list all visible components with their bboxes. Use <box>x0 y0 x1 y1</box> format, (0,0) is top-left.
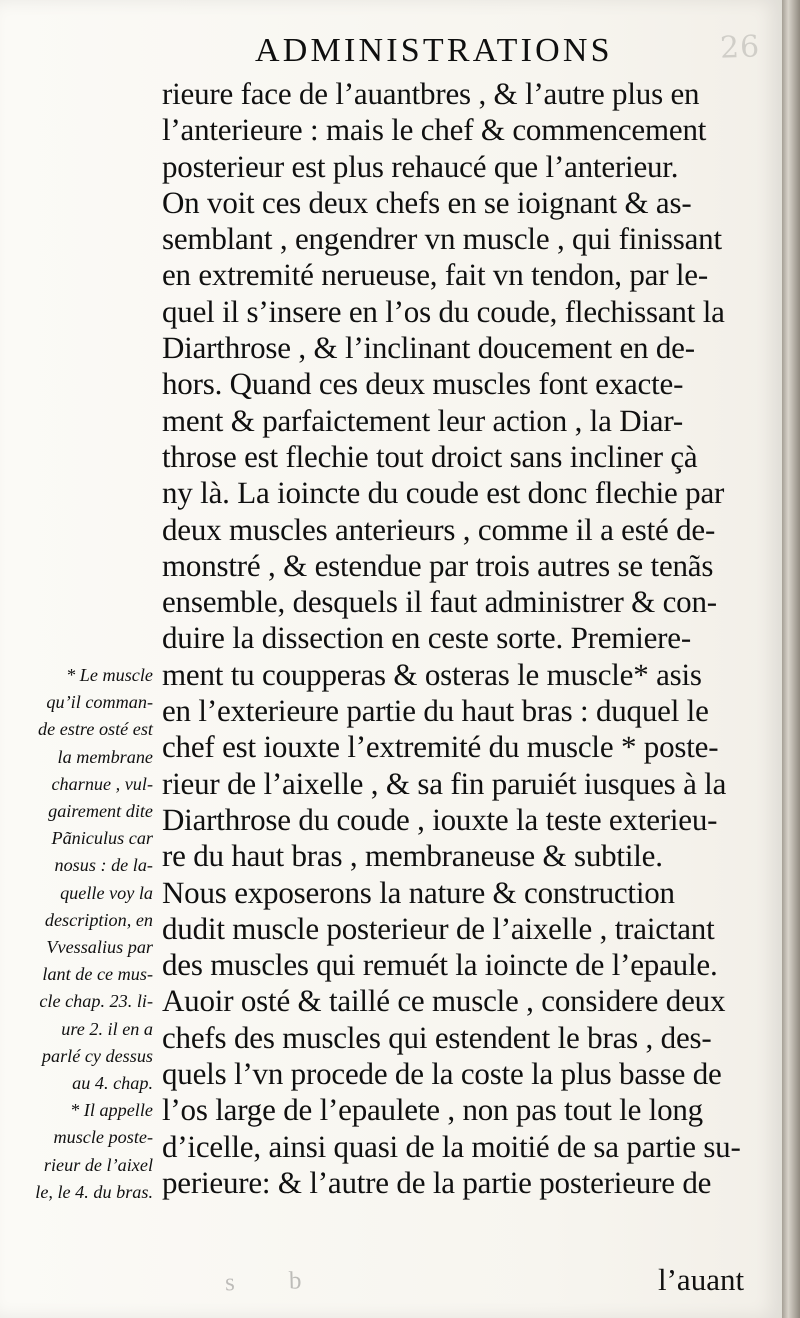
margin-note-line: charnue , vul- <box>51 773 153 794</box>
main-text-line: perieure: & l’autre de la partie posterieure de <box>162 1164 712 1200</box>
margin-note-line: Pãniculus car <box>51 828 153 849</box>
margin-note-line: * Il appelle <box>70 1100 153 1121</box>
main-text-line: Nous exposerons la nature & construction <box>162 874 675 910</box>
margin-note-line: lant de ce mus- <box>42 964 153 985</box>
main-text-line: rieur de l’aixelle , & sa fin paruiét iusques à la <box>162 765 727 801</box>
faded-signature-mark: s b <box>224 1266 326 1297</box>
margin-note-line: qu’il comman- <box>46 692 153 713</box>
margin-note-line: gairement dite <box>48 801 153 822</box>
main-text-line: Diarthrose , & l’inclinant doucement en de- <box>162 330 695 366</box>
main-text-line: des muscles qui remuét la ioincte de l’epaule. <box>162 947 718 983</box>
margin-note-line: de estre osté est <box>38 719 153 740</box>
margin-note-line: Vvessalius par <box>46 937 153 958</box>
main-text-line: ny là. La ioincte du coude est donc flechie par <box>162 475 725 511</box>
margin-note-line: la membrane <box>57 746 153 767</box>
main-text-line: en extremité nerueuse, fait vn tendon, par le- <box>162 257 708 293</box>
margin-note-line: description, en <box>44 909 153 930</box>
margin-note-line: nosus : de la- <box>54 855 153 876</box>
main-text-line: On voit ces deux chefs en se ioignant & as- <box>162 184 692 220</box>
main-text-line: throse est flechie tout droict sans incliner çà <box>162 438 698 474</box>
main-text-line: Diarthrose du coude , iouxte la teste exterieu- <box>162 801 718 837</box>
main-text-line: ment tu coupperas & osteras le muscle* asis <box>162 656 702 692</box>
main-text-line: d’icelle, ainsi quasi de la moitié de sa partie su- <box>162 1128 741 1164</box>
margin-note-line: ure 2. il en a <box>61 1018 153 1039</box>
main-text-line: duire la dissection en ceste sorte. Premiere- <box>162 620 691 656</box>
margin-note-line: au 4. chap. <box>72 1073 153 1094</box>
catchword: l’auant <box>658 1262 745 1297</box>
main-text-line: dudit muscle posterieur de l’aixelle , traictant <box>162 910 715 946</box>
main-text-line: re du haut bras , membraneuse & subtile. <box>162 838 663 874</box>
main-text-block <box>162 76 782 1201</box>
book-spine-shadow <box>782 0 800 1318</box>
main-text-line: quels l’vn procede de la coste la plus basse de <box>162 1056 722 1092</box>
margin-note-line: quelle voy la <box>60 882 153 903</box>
main-text-line: monstré , & estendue par trois autres se tenãs <box>162 547 714 583</box>
margin-note-line: cle chap. 23. li- <box>39 991 153 1012</box>
main-text-line: Auoir osté & taillé ce muscle , considere deux <box>162 983 726 1019</box>
margin-note-line: le, le 4. du bras. <box>35 1181 153 1202</box>
margin-notes <box>8 662 153 1206</box>
main-text-line: chef est iouxte l’extremité du muscle * poste- <box>162 729 719 765</box>
margin-note-line: rieur de l’aixel <box>43 1154 153 1175</box>
main-text-line: rieure face de l’auantbres , & l’autre plus en <box>162 76 700 111</box>
margin-note-line: parlé cy dessus <box>41 1045 153 1066</box>
main-text-line: chefs des muscles qui estendent le bras , des- <box>162 1019 712 1055</box>
main-text-line: l’anterieure : mais le chef & commencement <box>162 112 707 148</box>
main-text-line: ment & parfaictement leur action , la Diar- <box>162 402 683 438</box>
main-text-line: hors. Quand ces deux muscles font exacte- <box>162 366 684 402</box>
main-text-line: deux muscles anterieurs , comme il a esté de- <box>162 511 716 547</box>
faded-folio-number: 26 <box>719 29 761 66</box>
margin-note-line: muscle poste- <box>53 1127 153 1148</box>
main-text-line: posterieur est plus rehaucé que l’anterieur. <box>162 148 679 184</box>
running-title: ADMINISTRATIONS <box>255 32 613 69</box>
margin-note-line: * Le muscle <box>66 665 153 685</box>
main-text-line: l’os large de l’epaulete , non pas tout le long <box>162 1092 703 1128</box>
main-text-line: en l’exterieure partie du haut bras : duquel le <box>162 693 709 729</box>
main-text-line: ensemble, desquels il faut administrer & con- <box>162 584 717 620</box>
main-text-line: quel il s’insere en l’os du coude, flechissant la <box>162 293 725 329</box>
main-text-line: semblant , engendrer vn muscle , qui finissant <box>162 221 722 257</box>
